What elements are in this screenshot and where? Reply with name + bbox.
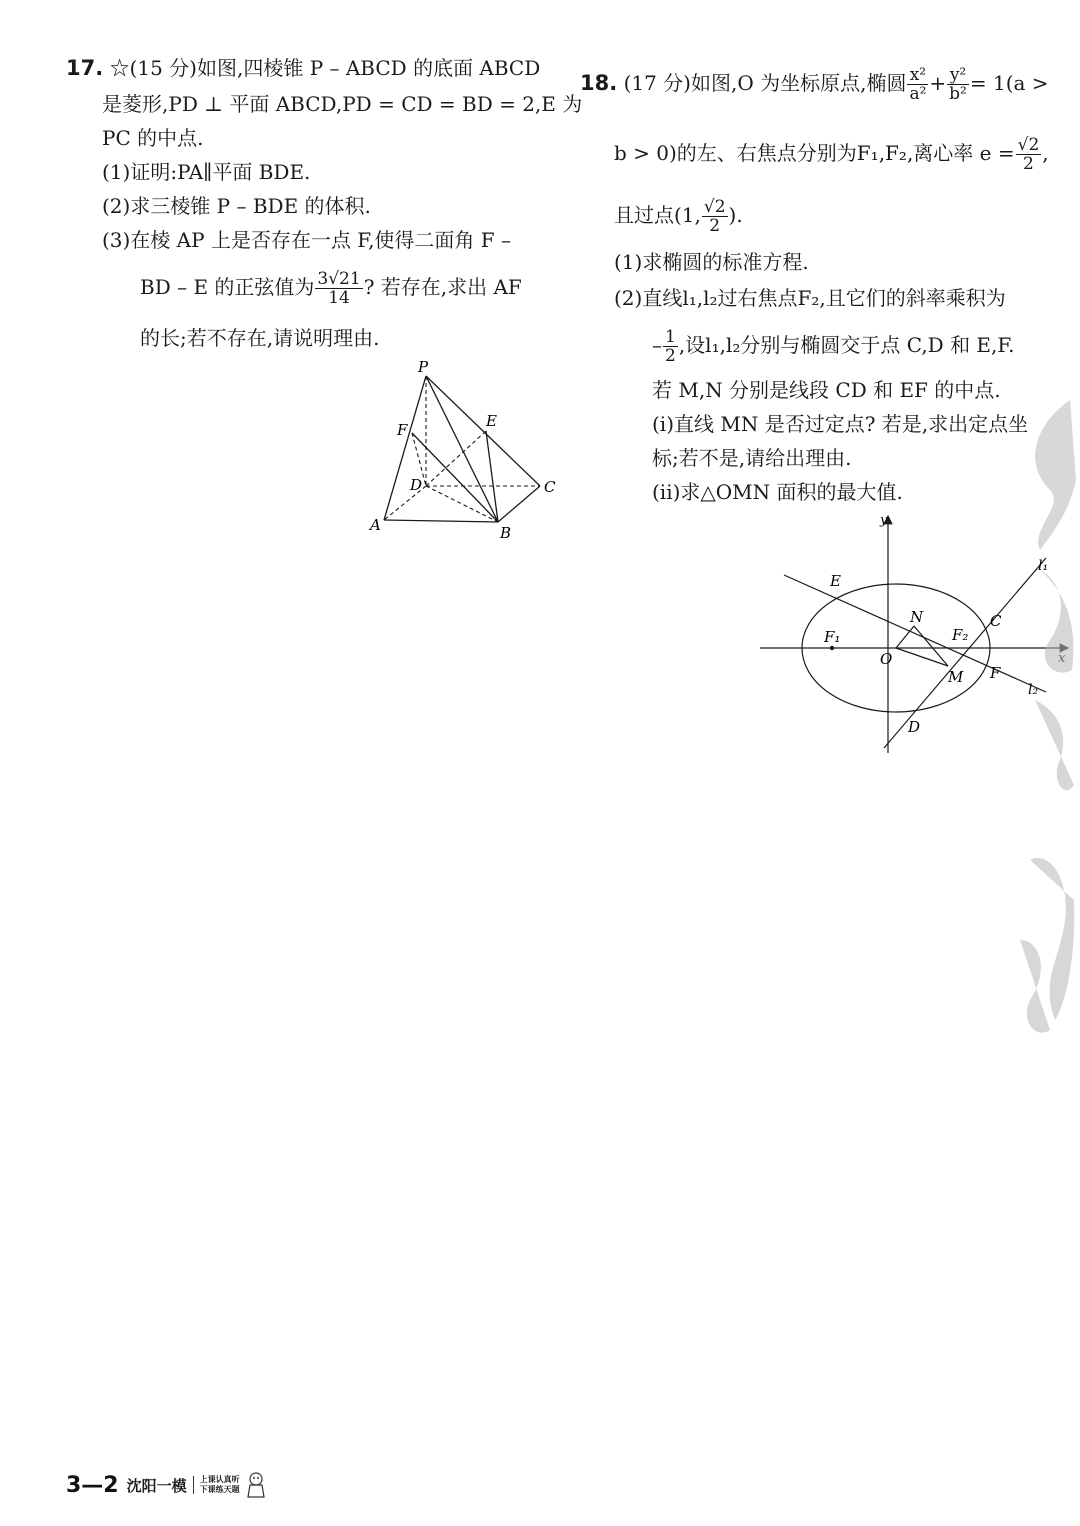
q17-part3-line2-pre: BD – E 的正弦值为 [140,275,315,299]
q18-sub-i-line2: 标;若不是,请给出理由. [652,446,852,470]
footer-divider [193,1476,194,1494]
q18-line2-post: , [1042,141,1049,165]
q18-part2-line1: (2)直线l₁,l₂过右焦点F₂,且它们的斜率乘积为 [614,286,1006,310]
q18-part2-line2-post: ,设l₁,l₂分别与椭圆交于点 C,D 和 E,F. [678,333,1015,357]
label-N: N [910,608,924,626]
q18-eq-rest: = 1(a > [969,71,1049,95]
label-B: B [500,524,512,542]
label-l1: l₁ [1038,558,1049,574]
label-F1: F₁ [824,628,841,646]
q17-part2: (2)求三棱锥 P – BDE 的体积. [102,194,371,218]
q17-sine-fraction: $\frac{3√21}{14}$ [317,269,361,308]
motto-top: 上课认真听 [199,1475,240,1484]
q18-line2-pre: b > 0)的左、右焦点分别为F₁,F₂,离心率 e = [614,141,1015,165]
q18-eccentricity-fraction: $\frac{√2}{2}$ [1017,135,1040,174]
q18-eq-x-fraction: $\frac{\text{x²}}{\text{a²}}$ [909,65,927,104]
label-O: O [880,650,893,668]
label-C: C [544,478,556,496]
label-E: E [486,412,497,430]
q18-eq-plus: + [929,71,947,95]
q18-sub-ii: (ii)求△OMN 面积的最大值. [652,480,903,504]
label-D: D [410,476,423,494]
q18-line3-post: ). [728,203,743,227]
label-M: M [948,668,964,686]
label-A: A [370,516,381,534]
label-P: P [418,358,429,376]
exam-name: 沈阳一模 [126,1476,187,1495]
label-F: F [990,664,1001,682]
q18-part1: (1)求椭圆的标准方程. [614,250,809,274]
q17-line3: PC 的中点. [102,126,204,150]
footer-motto [200,1475,240,1495]
q18-line1-pre: (17 分)如图,O 为坐标原点,椭圆 [623,71,907,95]
focus-F1-dot [830,646,834,650]
q18-point-fraction: $\frac{√2}{2}$ [703,197,726,236]
q17-line2: 是菱形,PD ⊥ 平面 ABCD,PD = CD = BD = 2,E 为 [102,92,583,116]
q17-part3-line3: 的长;若不存在,请说明理由. [140,326,380,350]
mascot-icon [244,1471,268,1499]
q18-sub-i-line1: (i)直线 MN 是否过定点? 若是,求出定点坐 [652,412,1029,436]
page-number: 3—2 [66,1472,119,1498]
page-footer [66,1470,268,1500]
q18-part2-line3: 若 M,N 分别是线段 CD 和 EF 的中点. [652,378,1001,402]
label-F2: F₂ [952,626,969,644]
q17-part3-line2-post: ? 若存在,求出 AF [363,275,522,299]
q17-part3-line1: (3)在棱 AP 上是否存在一点 F,使得二面角 F – [102,228,512,252]
q18-line3-pre: 且过点(1, [614,203,701,227]
label-l2: l₂ [1028,682,1039,698]
q17-line1: ☆(15 分)如图,四棱锥 P – ABCD 的底面 ABCD [109,56,541,80]
q17-number: 17. [66,56,104,80]
label-E: E [830,572,841,590]
motto-bottom: 下课练天题 [199,1485,240,1494]
axis-y-label: y [880,513,888,528]
calligraphy-watermark [1010,380,1080,1080]
q18-eq-y-fraction: $\frac{\text{y²}}{\text{b²}}$ [949,65,967,104]
q18-number: 18. [580,71,618,95]
label-F: F [397,421,408,439]
label-C: C [990,612,1002,630]
label-D: D [908,718,921,736]
q18-slope-fraction: $\frac{1}{2}$ [665,327,676,366]
q17-part1: (1)证明:PA∥平面 BDE. [102,160,311,184]
pyramid-figure [360,356,580,546]
q18-part2-minus: – [652,333,662,357]
